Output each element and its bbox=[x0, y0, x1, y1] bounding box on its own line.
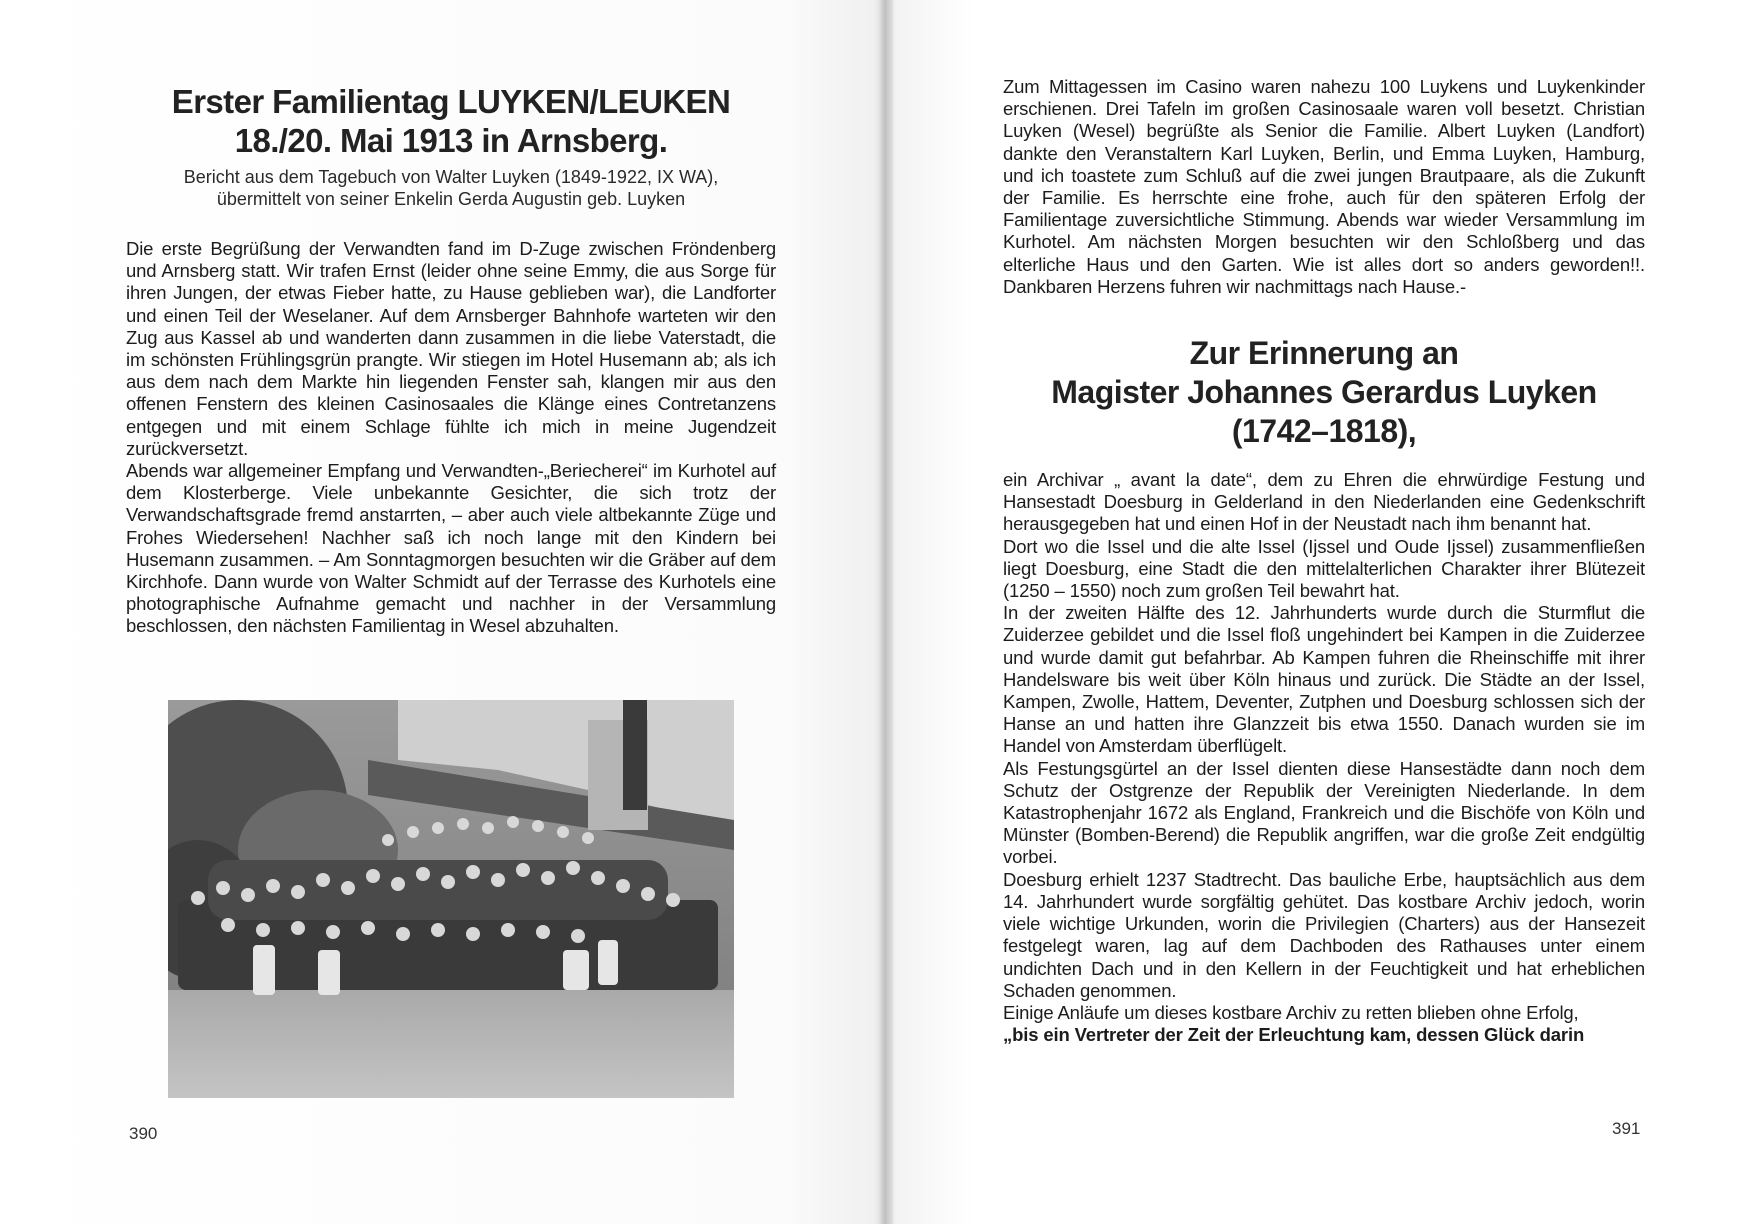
heading-line-3: (1742–1818), bbox=[1231, 413, 1417, 450]
right-page bbox=[1003, 76, 1645, 1046]
subtitle-line-2: übermittelt von seiner Enkelin Gerda Augustin geb. Luyken bbox=[216, 189, 686, 209]
page-number-right: 391 bbox=[1612, 1119, 1641, 1138]
page-number-left: 390 bbox=[129, 1124, 158, 1143]
photo-illustration bbox=[168, 700, 734, 1098]
right-page-heading bbox=[1003, 334, 1645, 451]
right-paragraph-3: Dort wo die Issel und die alte Issel (Ijssel und Oude Ijssel) zusammenfließen liegt Doesburg, eine Stadt die den mittelalterlichen Charakter ihrer Blütezeit (1250 – 1550) noch zum großen Teil bewahrt hat. bbox=[1003, 535, 1645, 602]
right-page-body bbox=[1003, 469, 1645, 1046]
left-page-subtitle bbox=[126, 166, 776, 210]
right-paragraph-4: In der zweiten Hälfte des 12. Jahrhunderts wurde durch die Sturmflut die Zuiderzee gebildet und die Issel floß ungehindert bei Kampen in die Zuiderzee und wurde damit gut befahrbar. Ab Kampen fuhren die Rheinschiffe mit ihrer Handelsware bis weit über Köln hinaus und zurück. Die Städte an der Issel, Kampen, Zwolle, Hattem, Deventer, Zutphen und Doesburg schlossen sich der Hanse an und hatten ihre Glanzzeit bis etwa 1550. Danach wurden sie im Handel von Amsterdam überflügelt. bbox=[1003, 602, 1645, 757]
right-paragraph-7: Einige Anläufe um dieses kostbare Archiv zu retten blieben ohne Erfolg, bbox=[1003, 1001, 1579, 1023]
left-page-body bbox=[126, 238, 776, 638]
left-paragraph-1: Die erste Begrüßung der Verwandten fand im D-Zuge zwischen Fröndenberg und Arnsberg statt. Wir trafen Ernst (leider ohne seine Emmy, die aus Sorge für ihren Jungen, der etwas Fieber hatte, zu Hause geblieben war), die Landforter und einen Teil der Weselaner. Auf dem Arnsberger Bahnhofe warteten wir den Zug aus Kassel ab und wanderten dann zusammen in die liebe Vaterstadt, die im schönsten Frühlingsgrün prangte. Wir stiegen im Hotel Husemann ab; als ich aus dem nach dem Markte hin liegenden Fenster sah, klangen mir aus den offenen Fenstern des kleinen Casinosaales die Klänge eines Contretanzens entgegen und mit einem Schlage fühlte ich mich in meine Jugendzeit zurückversetzt. bbox=[126, 238, 776, 459]
left-page-title bbox=[126, 82, 776, 160]
subtitle-line-1: Bericht aus dem Tagebuch von Walter Luyken (1849-1922, IX WA), bbox=[183, 167, 719, 187]
family-group-photo bbox=[168, 700, 734, 1098]
right-page-body-top bbox=[1003, 76, 1645, 298]
right-paragraph-6: Doesburg erhielt 1237 Stadtrecht. Das bauliche Erbe, hauptsächlich aus dem 14. Jahrhundert wurde sorgfältig gehütet. Das kostbare Archiv jedoch, worin viele wichtige Urkunden, worin die Privilegien (Charters) aus der Hansezeit festgelegt waren, lag auf dem Dachboden des Rathauses unter einem undichten Dach und in den Kellern in der Feuchtigkeit und hat erheblichen Schaden genommen. bbox=[1003, 868, 1645, 1001]
right-paragraph-5: Als Festungsgürtel an der Issel dienten diese Hansestädte dann noch dem Schutz der Ostgrenze der Republik der Vereinigten Niederlande. In dem Katastrophenjahr 1672 als England, Frankreich und die Bischöfe von Köln und Münster (Bomben-Berend) die Republik angriffen, war die große Zeit endgültig vorbei. bbox=[1003, 757, 1645, 868]
right-paragraph-2: ein Archivar „ avant la date“, dem zu Ehren die ehrwürdige Festung und Hansestadt Doesburg in Gelderland in den Niederlanden eine Gedenkschrift herausgegeben hat und einen Hof in der Neustadt nach ihm benannt hat. bbox=[1003, 469, 1645, 535]
title-line-1: Erster Familientag LUYKEN/LEUKEN bbox=[171, 83, 731, 120]
title-line-2: 18./20. Mai 1913 in Arnsberg. bbox=[234, 122, 668, 159]
right-paragraph-1: Zum Mittagessen im Casino waren nahezu 100 Luykens und Luykenkinder erschienen. Drei Tafeln im großen Casinosaale waren voll besetzt. Christian Luyken (Wesel) begrüßte als Senior die Familie. Albert Luyken (Landfort) dankte den Veranstaltern Karl Luyken, Berlin, und Emma Luyken, Hamburg, und ich toastete zum Schluß auf die zwei jungen Brautpaare, als die Zukunft der Familie. Es herrschte eine frohe, auch für den späteren Erfolg der Familientage zuversichtliche Stimmung. Abends war wieder Versammlung im Kurhotel. Am nächsten Morgen besuchten wir den Schloßberg und das elterliche Haus und den Garten. Wie ist alles dort so anders geworden!!. Dankbaren Herzens fuhren wir nachmittags nach Hause.- bbox=[1003, 76, 1645, 297]
left-paragraph-2: Abends war allgemeiner Empfang und Verwandten-„Beriecherei“ im Kurhotel auf dem Klosterberge. Viele unbekannte Gesichter, die sich trotz der Verwandschaftsgrade fremd anstarrten, – aber auch viele altbekannte Züge und Frohes Wiedersehen! Nachher saß ich noch lange mit den Kindern bei Husemann zusammen. – Am Sonntagmorgen besuchten wir die Gräber auf dem Kirchhofe. Dann wurde von Walter Schmidt auf der Terrasse des Kurhotels eine photographische Aufnahme gemacht und nachher in der Versammlung beschlossen, den nächsten Familientag in Wesel abzuhalten. bbox=[126, 460, 776, 637]
right-bold-line: „bis ein Vertreter der Zeit der Erleuchtung kam, dessen Glück darin bbox=[1003, 1024, 1585, 1046]
left-page bbox=[126, 82, 776, 638]
heading-line-1: Zur Erinnerung an bbox=[1189, 335, 1459, 372]
book-gutter bbox=[879, 0, 893, 1224]
heading-line-2: Magister Johannes Gerardus Luyken bbox=[1051, 374, 1597, 411]
